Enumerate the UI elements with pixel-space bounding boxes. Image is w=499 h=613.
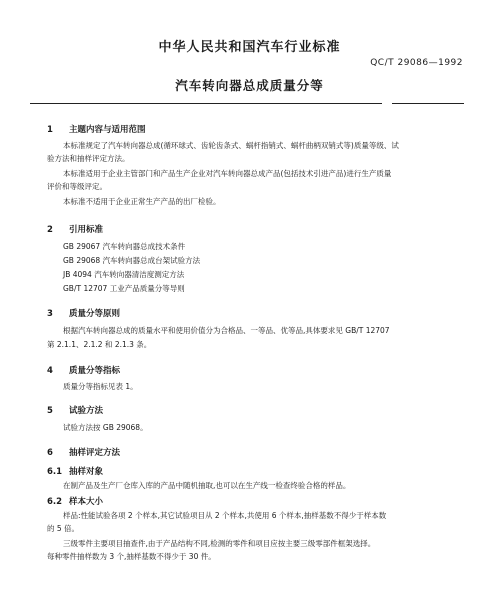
section-3-paragraph-line-2: 第 2.1.1、2.1.2 和 2.1.3 条。 (47, 340, 152, 349)
section-1-heading: 1 主题内容与适用范围 (47, 125, 146, 135)
section-1-paragraph-3: 本标准不适用于企业正常生产产品的出厂检验。 (63, 197, 221, 206)
section-5-paragraph: 试验方法按 GB 29068。 (63, 423, 148, 432)
section-6-1-paragraph: 在制产品及生产厂仓库入库的产品中随机抽取,也可以在生产线一检查终验合格的样品。 (63, 481, 351, 490)
section-6-2-paragraph-2-line-1: 三级零件主要项目抽查件,由于产品结构不同,检测的零件和项目应按主要三级零部件框架选择。 (63, 539, 376, 548)
standard-number: QC/T 29086—1992 (370, 58, 463, 68)
document-title: 汽车转向器总成质量分等 (175, 78, 324, 93)
section-3-paragraph-line-1: 根据汽车转向器总成的质量水平和使用价值分为合格品、一等品、优等品,具体要求见 GB/T 12707 (63, 326, 390, 335)
reference-item: GB 29067 汽车转向器总成技术条件 (63, 242, 186, 251)
section-5-heading: 5 试验方法 (47, 406, 104, 416)
section-1-paragraph-1-line-1: 本标准规定了汽车转向器总成(循环球式、齿轮齿条式、蜗杆指销式、蜗杆曲柄双销式等)质量等级、试 (63, 141, 399, 150)
header-rule-left (30, 103, 382, 104)
section-6-heading: 6 抽样评定方法 (47, 448, 121, 458)
header-rule-right (392, 103, 464, 104)
section-6-2-paragraph-1-line-1: 样品:性能试验各项 2 个样本,其它试验项目从 2 个样本,共使用 6 个样本,抽样基数不得少于样本数 (63, 511, 387, 520)
reference-item: GB 29068 汽车转向器总成台架试验方法 (63, 256, 201, 265)
section-6-1-heading: 6.1 抽样对象 (47, 467, 104, 477)
section-1-paragraph-1-line-2: 验方法和抽样评定方法。 (47, 154, 130, 163)
section-2-heading: 2 引用标准 (47, 225, 104, 235)
reference-item: JB 4094 汽车转向器清洁度测定方法 (63, 270, 185, 279)
section-4-heading: 4 质量分等指标 (47, 366, 121, 376)
org-title: 中华人民共和国汽车行业标准 (158, 40, 341, 55)
reference-item: GB/T 12707 工业产品质量分等导则 (63, 284, 185, 293)
section-1-paragraph-2-line-1: 本标准适用于企业主管部门和产品生产企业对汽车转向器总成产品(包括技术引进产品)进行生产质量 (63, 169, 392, 178)
section-3-heading: 3 质量分等原则 (47, 309, 121, 319)
section-6-2-heading: 6.2 样本大小 (47, 497, 104, 507)
section-6-2-paragraph-1-line-2: 的 5 倍。 (47, 524, 80, 533)
section-1-paragraph-2-line-2: 评价和等级评定。 (47, 182, 107, 191)
section-4-paragraph: 质量分等指标见表 1。 (63, 382, 138, 391)
section-6-2-paragraph-2-line-2: 每种零件抽样数为 3 个,抽样基数不得少于 30 件。 (47, 552, 216, 561)
